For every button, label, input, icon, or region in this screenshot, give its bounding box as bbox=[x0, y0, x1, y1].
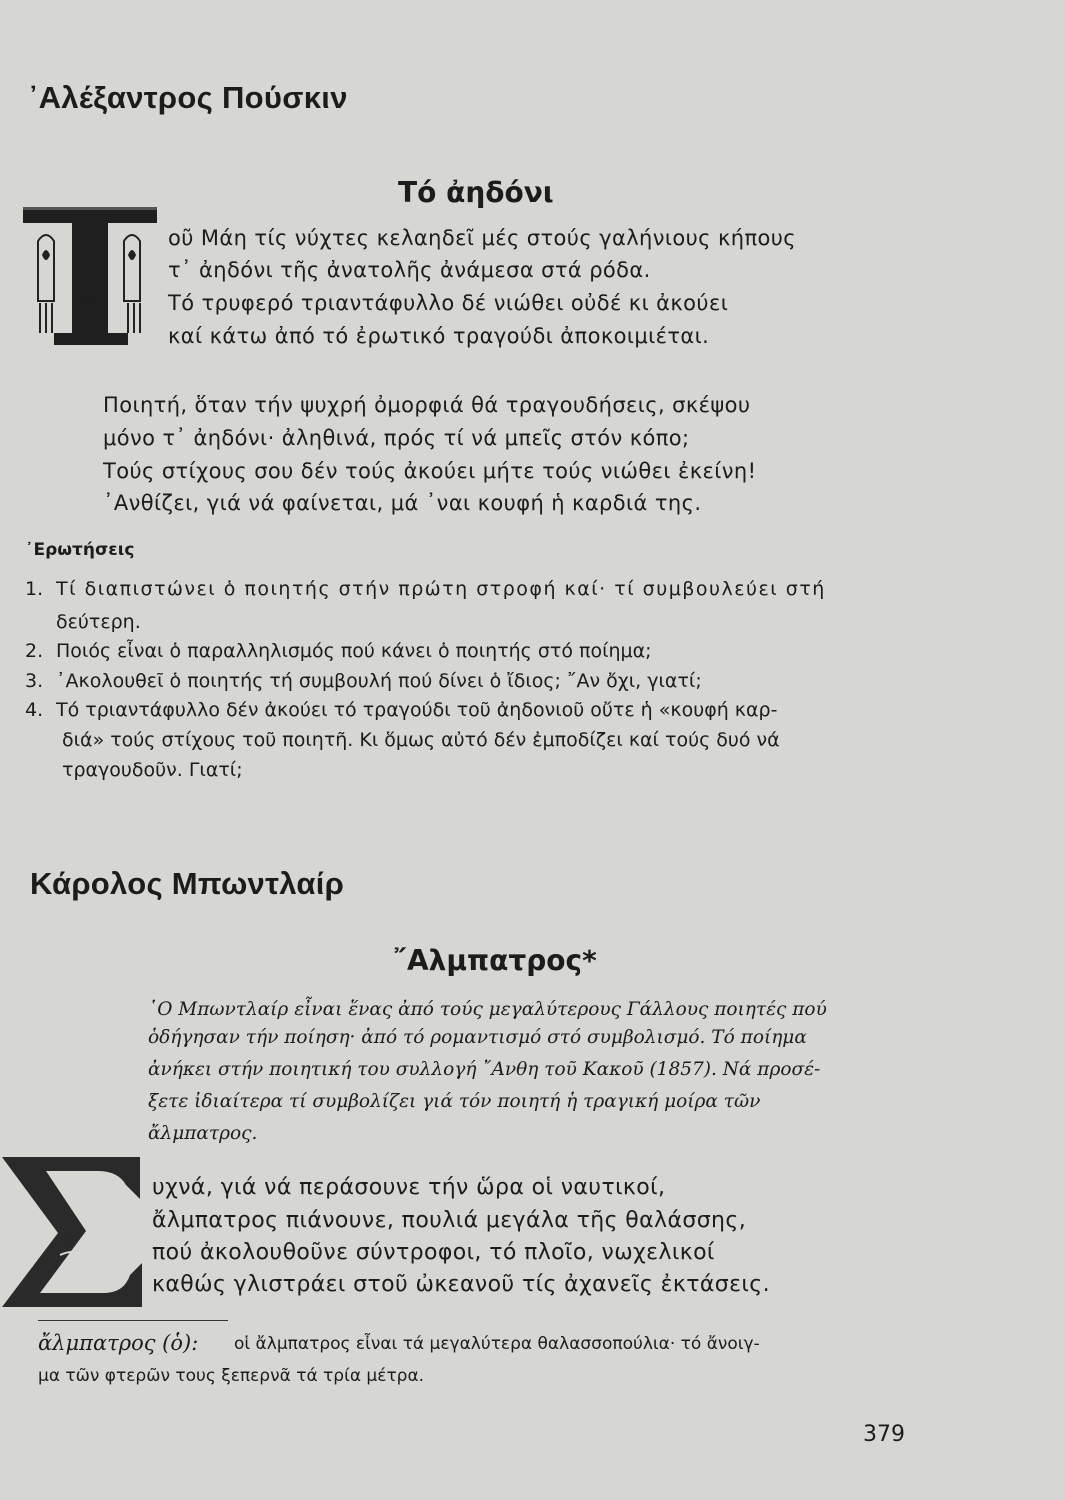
footnote-text-line1: οἱ ἄλμπατρος εἶναι τά μεγαλύτερα θαλασσοπούλια· τό ἄνοιγ- bbox=[234, 1334, 760, 1354]
question-text: δεύτερη. bbox=[56, 611, 141, 633]
question-text: Τί διαπιστώνει ὁ ποιητής στήν πρώτη στροφή καί· τί συμβουλεύει στή bbox=[56, 578, 826, 600]
author-heading-baudelaire: Κάρολος Μπωντλαίρ bbox=[30, 866, 345, 901]
stanza2-line3: Τούς στίχους σου δέν τούς ἀκούει μήτε τούς νιώθει ἐκείνη! bbox=[103, 459, 757, 483]
footnote-text-line2: μα τῶν φτερῶν τους ξεπερνᾶ τά τρία μέτρα. bbox=[38, 1366, 425, 1386]
footnote-term: ἄλμπατρος (ὁ): bbox=[38, 1331, 199, 1355]
question-number: 3. bbox=[25, 670, 44, 692]
svg-text:Τ: Τ bbox=[86, 297, 94, 308]
page-number: 379 bbox=[863, 1422, 905, 1447]
intro-line5: ἄλμπατρος. bbox=[148, 1123, 258, 1144]
question-text: διά» τούς στίχους τοῦ ποιητῆ. Κι ὅμως αὐτό δέν ἐμποδίζει καί τούς δυό νά bbox=[62, 729, 780, 751]
questions-heading: ᾿Ερωτήσεις bbox=[25, 540, 135, 560]
intro-line1: ῾Ο Μπωντλαίρ εἶναι ἕνας ἀπό τούς μεγαλύτερους Γάλλους ποιητές πού bbox=[148, 999, 827, 1020]
question-number: 4. bbox=[25, 699, 44, 721]
ornamental-sigma-icon bbox=[0, 1155, 145, 1310]
stanza2-line2: μόνο τ᾿ ἀηδόνι· ἀληθινά, πρός τί νά μπεῖς στόν κόπο; bbox=[103, 426, 690, 450]
stanza1-line3: Τό τρυφερό τριαντάφυλλο δέ νιώθει οὐδέ κι ἀκούει bbox=[168, 291, 729, 315]
svg-text:Σ: Σ bbox=[68, 1235, 76, 1246]
stanza1-line1: οῦ Μάη τίς νύχτες κελαηδεῖ μές στούς γαλήνιους κήπους bbox=[168, 226, 797, 250]
stanza2-line4: ᾿Ανθίζει, γιά νά φαίνεται, μά ᾿ναι κουφή ἡ καρδιά της. bbox=[103, 491, 702, 515]
albatross-stanza-line4: καθώς γλιστράει στοῦ ὠκεανοῦ τίς ἀχανεῖς ἐκτάσεις. bbox=[152, 1272, 770, 1297]
stanza2-line1: Ποιητή, ὅταν τήν ψυχρή ὀμορφιά θά τραγουδήσεις, σκέψου bbox=[103, 393, 751, 417]
drop-cap-sigma bbox=[0, 1155, 145, 1310]
albatross-stanza-line3: πού ἀκολουθοῦνε σύντροφοι, τό πλοῖο, νωχελικοί bbox=[152, 1240, 715, 1265]
albatross-stanza-line1: υχνά, γιά νά περάσουνε τήν ὥρα οἱ ναυτικοί, bbox=[152, 1175, 666, 1200]
footnote-rule bbox=[38, 1320, 228, 1321]
drop-cap-t bbox=[20, 205, 160, 347]
intro-line3: ἀνήκει στήν ποιητική του συλλογή ῎Ανθη τοῦ Κακοῦ (1857). Νά προσέ- bbox=[148, 1059, 821, 1080]
question-text: τραγουδοῦν. Γιατί; bbox=[62, 759, 243, 781]
stanza1-line2: τ᾿ ἀηδόνι τῆς ἀνατολῆς ἀνάμεσα στά ρόδα. bbox=[168, 258, 651, 282]
albatross-stanza-line2: ἄλμπατρος πιάνουνε, πουλιά μεγάλα τῆς θαλάσσης, bbox=[152, 1208, 747, 1233]
poem-title-nightingale: Τό ἀηδόνι bbox=[398, 176, 554, 209]
ornamental-t-icon bbox=[20, 205, 160, 347]
stanza1-line4: καί κάτω ἀπό τό ἐρωτικό τραγούδι ἀποκοιμιέται. bbox=[168, 324, 710, 348]
author-heading-pushkin: ᾿Αλέξαντρος Πούσκιν bbox=[28, 80, 348, 115]
question-text: ᾿Ακολουθεῖ ὁ ποιητής τή συμβουλή πού δίνει ὁ ἴδιος; ῎Αν ὄχι, γιατί; bbox=[56, 670, 702, 692]
question-number: 2. bbox=[25, 640, 44, 662]
question-text: Τό τριαντάφυλλο δέν ἀκούει τό τραγούδι τοῦ ἀηδονιοῦ οὔτε ἡ «κουφή καρ- bbox=[56, 699, 778, 721]
question-number: 1. bbox=[25, 578, 44, 600]
intro-line2: ὁδήγησαν τήν ποίηση· ἀπό τό ρομαντισμό στό συμβολισμό. Τό ποίημα bbox=[148, 1027, 807, 1048]
poem-title-albatross: ῎Αλμπατρος* bbox=[393, 944, 597, 977]
question-text: Ποιός εἶναι ὁ παραλληλισμός πού κάνει ὁ ποιητής στό ποίημα; bbox=[56, 640, 652, 662]
intro-line4: ξετε ἰδιαίτερα τί συμβολίζει γιά τόν ποιητή ἡ τραγική μοίρα τῶν bbox=[148, 1091, 761, 1112]
